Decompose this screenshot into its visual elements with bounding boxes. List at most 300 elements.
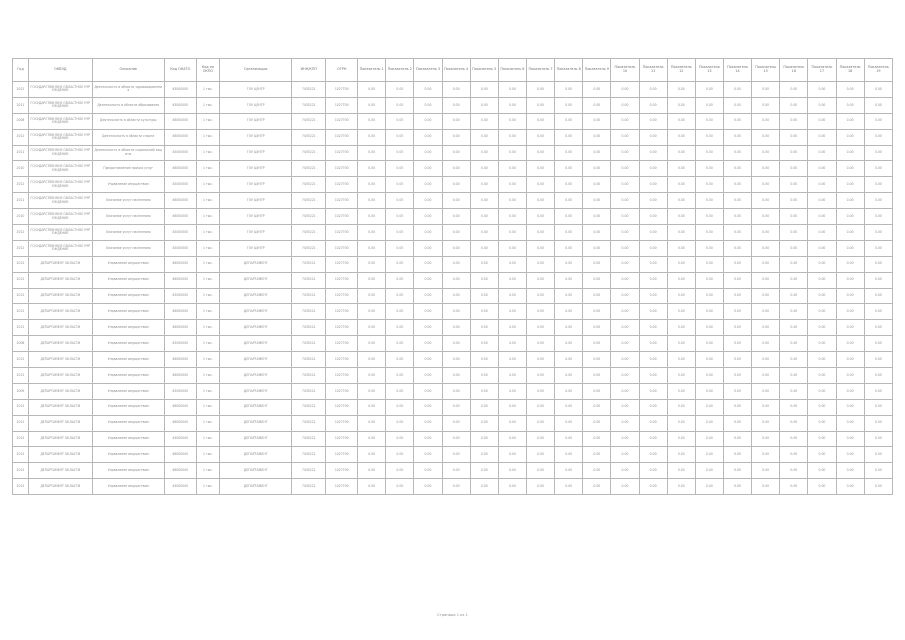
table-cell: 1027700 bbox=[326, 97, 358, 113]
table-cell: 0.00 bbox=[358, 145, 386, 161]
table-cell: 0.00 bbox=[442, 399, 470, 415]
table-cell: 0.00 bbox=[358, 129, 386, 145]
table-cell: 0.00 bbox=[695, 304, 723, 320]
column-header: Код по ОКПО bbox=[196, 59, 219, 82]
table-cell: Предоставление прочих услуг bbox=[92, 161, 164, 177]
table-cell: 46000000 bbox=[164, 113, 196, 129]
table-cell: 0.00 bbox=[555, 352, 583, 368]
table-cell: 0.00 bbox=[442, 256, 470, 272]
table-cell: 0.00 bbox=[639, 479, 667, 495]
table-cell: 7435221 bbox=[292, 272, 326, 288]
table-cell: 0.00 bbox=[836, 415, 864, 431]
table-cell: 1027700 bbox=[326, 368, 358, 384]
table-cell: ДЕПАРТАМЕНТ ОБЛАСТИ bbox=[28, 304, 92, 320]
table-cell: Оказание услуг населению bbox=[92, 240, 164, 256]
table-cell: 0.00 bbox=[836, 193, 864, 209]
table-cell: 0.00 bbox=[836, 463, 864, 479]
table-cell: 46000000 bbox=[164, 447, 196, 463]
table-cell: Управление имуществом bbox=[92, 272, 164, 288]
table-cell: 7435221 bbox=[292, 145, 326, 161]
table-cell: ДЕПАРТАМЕНТ bbox=[220, 463, 292, 479]
table-cell: 0.00 bbox=[723, 193, 751, 209]
table-cell: 0.00 bbox=[864, 288, 892, 304]
table-cell: 0.00 bbox=[526, 209, 554, 225]
table-cell: 0.00 bbox=[358, 447, 386, 463]
table-cell: 0.00 bbox=[498, 129, 526, 145]
table-cell: 0.00 bbox=[498, 415, 526, 431]
table-cell: 1027700 bbox=[326, 177, 358, 193]
table-cell: 2010 bbox=[13, 209, 29, 225]
table-cell: 46000000 bbox=[164, 320, 196, 336]
table-cell: 7435221 bbox=[292, 336, 326, 352]
table-cell: 0.00 bbox=[498, 97, 526, 113]
table-cell: 0.00 bbox=[498, 225, 526, 241]
table-cell: 0.00 bbox=[414, 113, 442, 129]
table-cell: 0.00 bbox=[442, 129, 470, 145]
table-cell: 0.00 bbox=[695, 399, 723, 415]
table-cell: 0.00 bbox=[836, 145, 864, 161]
table-cell: 0.00 bbox=[583, 209, 611, 225]
table-cell: ГОСУДАРСТВЕННОЕ ОБЛАСТНОЕ УЧРЕЖДЕНИЕ bbox=[28, 97, 92, 113]
table-cell: 0.00 bbox=[667, 272, 695, 288]
table-cell: 0.00 bbox=[864, 129, 892, 145]
table-cell: 0.00 bbox=[639, 304, 667, 320]
table-cell: 0.00 bbox=[667, 336, 695, 352]
table-cell: 0.00 bbox=[808, 463, 836, 479]
table-row bbox=[13, 320, 893, 336]
table-cell: 0.00 bbox=[780, 447, 808, 463]
table-cell: 0.00 bbox=[808, 161, 836, 177]
table-cell: 0.00 bbox=[752, 193, 780, 209]
table-cell: 0.00 bbox=[864, 272, 892, 288]
table-cell: 0.00 bbox=[780, 288, 808, 304]
table-cell: 7435221 bbox=[292, 447, 326, 463]
table-cell: 7435221 bbox=[292, 463, 326, 479]
table-cell: ГОСУДАРСТВЕННОЕ ОБЛАСТНОЕ УЧРЕЖДЕНИЕ bbox=[28, 113, 92, 129]
table-cell: 0.00 bbox=[555, 177, 583, 193]
table-cell: 2012 bbox=[13, 479, 29, 495]
table-cell: 0.00 bbox=[667, 399, 695, 415]
table-cell: 7435221 bbox=[292, 97, 326, 113]
table-cell: ГОУ ЦЕНТР bbox=[220, 145, 292, 161]
table-cell: 0.00 bbox=[414, 304, 442, 320]
table-cell: 0.00 bbox=[358, 193, 386, 209]
table-cell: 1 тыс. bbox=[196, 399, 219, 415]
table-cell: 0.00 bbox=[358, 225, 386, 241]
table-cell: ГОСУДАРСТВЕННОЕ ОБЛАСТНОЕ УЧРЕЖДЕНИЕ bbox=[28, 209, 92, 225]
table-cell: ГОУ ЦЕНТР bbox=[220, 240, 292, 256]
table-cell: 0.00 bbox=[667, 256, 695, 272]
table-body bbox=[13, 82, 893, 495]
table-cell: 0.00 bbox=[358, 383, 386, 399]
table-cell: Управление имуществом bbox=[92, 368, 164, 384]
table-cell: 0.00 bbox=[555, 368, 583, 384]
header-row bbox=[13, 59, 893, 82]
table-cell: 0.00 bbox=[498, 113, 526, 129]
table-cell: 0.00 bbox=[611, 431, 639, 447]
table-cell: 0.00 bbox=[498, 193, 526, 209]
table-cell: 0.00 bbox=[442, 479, 470, 495]
table-cell: 0.00 bbox=[414, 463, 442, 479]
table-cell: 1027700 bbox=[326, 145, 358, 161]
table-cell: 46000000 bbox=[164, 415, 196, 431]
table-cell: ДЕПАРТАМЕНТ bbox=[220, 431, 292, 447]
table-cell: 0.00 bbox=[470, 383, 498, 399]
table-cell: 1 тыс. bbox=[196, 240, 219, 256]
table-cell: 1027700 bbox=[326, 463, 358, 479]
table-cell: 0.00 bbox=[470, 479, 498, 495]
table-cell: 0.00 bbox=[386, 368, 414, 384]
table-cell: ДЕПАРТАМЕНТ ОБЛАСТИ bbox=[28, 415, 92, 431]
table-cell: 0.00 bbox=[611, 336, 639, 352]
table-cell: 2012 bbox=[13, 240, 29, 256]
table-cell: 0.00 bbox=[808, 368, 836, 384]
table-cell: Деятельность в области образования bbox=[92, 97, 164, 113]
table-cell: 0.00 bbox=[695, 82, 723, 98]
table-cell: 7435221 bbox=[292, 161, 326, 177]
table-row bbox=[13, 447, 893, 463]
table-cell: Деятельность в области социальной защиты bbox=[92, 145, 164, 161]
table-cell: 1027700 bbox=[326, 225, 358, 241]
table-cell: 0.00 bbox=[386, 113, 414, 129]
column-header: Показатель 12 bbox=[667, 59, 695, 82]
table-cell: 2012 bbox=[13, 352, 29, 368]
table-cell: 0.00 bbox=[780, 129, 808, 145]
table-cell: 0.00 bbox=[470, 288, 498, 304]
table-cell: 0.00 bbox=[442, 320, 470, 336]
table-cell: 0.00 bbox=[752, 463, 780, 479]
table-cell: 0.00 bbox=[639, 161, 667, 177]
table-cell: 0.00 bbox=[611, 304, 639, 320]
table-cell: 1027700 bbox=[326, 193, 358, 209]
table-cell: 0.00 bbox=[470, 177, 498, 193]
table-cell: 7435221 bbox=[292, 304, 326, 320]
table-cell: 0.00 bbox=[780, 225, 808, 241]
table-cell: ДЕПАРТАМЕНТ bbox=[220, 304, 292, 320]
table-cell: 1027700 bbox=[326, 113, 358, 129]
table-cell: 0.00 bbox=[611, 256, 639, 272]
table-cell: 7435221 bbox=[292, 415, 326, 431]
table-cell: 0.00 bbox=[498, 479, 526, 495]
table-cell: 0.00 bbox=[358, 320, 386, 336]
table-cell: 0.00 bbox=[611, 352, 639, 368]
table-cell: 0.00 bbox=[695, 225, 723, 241]
table-cell: 1 тыс. bbox=[196, 479, 219, 495]
table-cell: 0.00 bbox=[555, 256, 583, 272]
table-cell: 0.00 bbox=[386, 447, 414, 463]
table-cell: 0.00 bbox=[358, 209, 386, 225]
table-cell: 0.00 bbox=[808, 82, 836, 98]
table-cell: 45000000 bbox=[164, 240, 196, 256]
table-cell: 0.00 bbox=[498, 209, 526, 225]
table-cell: 46000000 bbox=[164, 399, 196, 415]
table-cell: 0.00 bbox=[667, 209, 695, 225]
table-row bbox=[13, 145, 893, 161]
table-cell: 0.00 bbox=[667, 479, 695, 495]
column-header: Описание bbox=[92, 59, 164, 82]
table-cell: 2012 bbox=[13, 431, 29, 447]
table-cell: 1027700 bbox=[326, 256, 358, 272]
table-cell: 0.00 bbox=[752, 145, 780, 161]
table-cell: 0.00 bbox=[583, 129, 611, 145]
column-header: Показатель 5 bbox=[470, 59, 498, 82]
column-header: ОКВЭД bbox=[28, 59, 92, 82]
table-cell: 0.00 bbox=[695, 161, 723, 177]
table-cell: 2012 bbox=[13, 82, 29, 98]
table-cell: 0.00 bbox=[808, 193, 836, 209]
table-cell: 1027700 bbox=[326, 82, 358, 98]
table-cell: 1 тыс. bbox=[196, 145, 219, 161]
table-cell: 0.00 bbox=[752, 272, 780, 288]
table-cell: 1 тыс. bbox=[196, 320, 219, 336]
table-cell: 0.00 bbox=[526, 240, 554, 256]
table-cell: 45000000 bbox=[164, 145, 196, 161]
table-cell: ДЕПАРТАМЕНТ bbox=[220, 320, 292, 336]
table-cell: 0.00 bbox=[864, 415, 892, 431]
table-cell: 0.00 bbox=[864, 97, 892, 113]
table-cell: 0.00 bbox=[864, 145, 892, 161]
table-cell: 2012 bbox=[13, 304, 29, 320]
table-cell: 0.00 bbox=[386, 272, 414, 288]
table-cell: 0.00 bbox=[583, 240, 611, 256]
table-cell: ГОСУДАРСТВЕННОЕ ОБЛАСТНОЕ УЧРЕЖДЕНИЕ bbox=[28, 225, 92, 241]
table-cell: 1 тыс. bbox=[196, 447, 219, 463]
table-cell: 0.00 bbox=[639, 256, 667, 272]
table-cell: 0.00 bbox=[611, 240, 639, 256]
table-cell: 0.00 bbox=[864, 177, 892, 193]
table-cell: 0.00 bbox=[836, 272, 864, 288]
table-cell: 0.00 bbox=[555, 272, 583, 288]
table-cell: 0.00 bbox=[526, 368, 554, 384]
table-cell: 0.00 bbox=[836, 161, 864, 177]
table-cell: 0.00 bbox=[836, 82, 864, 98]
table-cell: 0.00 bbox=[470, 145, 498, 161]
table-cell: 2011 bbox=[13, 368, 29, 384]
table-cell: 0.00 bbox=[667, 161, 695, 177]
table-cell: 0.00 bbox=[583, 320, 611, 336]
table-cell: 0.00 bbox=[498, 272, 526, 288]
table-cell: 0.00 bbox=[386, 479, 414, 495]
table-cell: 46000000 bbox=[164, 352, 196, 368]
table-cell: 0.00 bbox=[639, 129, 667, 145]
table-cell: 2012 bbox=[13, 129, 29, 145]
table-cell: 1027700 bbox=[326, 320, 358, 336]
table-cell: 0.00 bbox=[780, 336, 808, 352]
table-cell: 1 тыс. bbox=[196, 431, 219, 447]
table-cell: 0.00 bbox=[470, 209, 498, 225]
table-cell: Управление имуществом bbox=[92, 447, 164, 463]
table-cell: 2011 bbox=[13, 145, 29, 161]
table-cell: 0.00 bbox=[836, 288, 864, 304]
table-cell: 0.00 bbox=[611, 415, 639, 431]
table-cell: 1 тыс. bbox=[196, 177, 219, 193]
table-cell: 0.00 bbox=[526, 415, 554, 431]
table-cell: Управление имуществом bbox=[92, 383, 164, 399]
table-cell: 0.00 bbox=[695, 383, 723, 399]
table-cell: 0.00 bbox=[583, 97, 611, 113]
table-cell: 0.00 bbox=[667, 383, 695, 399]
table-cell: 0.00 bbox=[442, 447, 470, 463]
table-cell: 0.00 bbox=[555, 209, 583, 225]
table-cell: 0.00 bbox=[780, 177, 808, 193]
table-cell: 0.00 bbox=[836, 399, 864, 415]
table-cell: 1027700 bbox=[326, 161, 358, 177]
table-cell: 1027700 bbox=[326, 304, 358, 320]
table-cell: 0.00 bbox=[639, 415, 667, 431]
table-cell: 0.00 bbox=[555, 82, 583, 98]
table-cell: 1 тыс. bbox=[196, 368, 219, 384]
table-cell: 0.00 bbox=[386, 288, 414, 304]
table-row bbox=[13, 288, 893, 304]
table-row bbox=[13, 82, 893, 98]
table-cell: 7435221 bbox=[292, 193, 326, 209]
table-cell: 0.00 bbox=[526, 113, 554, 129]
table-cell: 0.00 bbox=[414, 161, 442, 177]
table-cell: 0.00 bbox=[555, 479, 583, 495]
table-row bbox=[13, 336, 893, 352]
table-cell: 0.00 bbox=[414, 177, 442, 193]
table-cell: 0.00 bbox=[695, 129, 723, 145]
table-cell: 0.00 bbox=[808, 336, 836, 352]
table-cell: Управление имуществом bbox=[92, 399, 164, 415]
table-cell: 0.00 bbox=[639, 447, 667, 463]
table-cell: Управление имуществом bbox=[92, 415, 164, 431]
table-cell: 1 тыс. bbox=[196, 288, 219, 304]
table-cell: ГОСУДАРСТВЕННОЕ ОБЛАСТНОЕ УЧРЕЖДЕНИЕ bbox=[28, 161, 92, 177]
table-cell: 0.00 bbox=[639, 272, 667, 288]
table-cell: 0.00 bbox=[583, 431, 611, 447]
table-cell: 1 тыс. bbox=[196, 415, 219, 431]
table-cell: 0.00 bbox=[723, 145, 751, 161]
table-cell: 0.00 bbox=[442, 145, 470, 161]
column-header: Показатель 8 bbox=[555, 59, 583, 82]
table-cell: ДЕПАРТАМЕНТ bbox=[220, 399, 292, 415]
table-cell: 0.00 bbox=[611, 129, 639, 145]
table-cell: 0.00 bbox=[611, 82, 639, 98]
table-cell: 1 тыс. bbox=[196, 82, 219, 98]
table-cell: 0.00 bbox=[526, 97, 554, 113]
table-cell: 0.00 bbox=[470, 352, 498, 368]
column-header: Показатель 14 bbox=[723, 59, 751, 82]
table-cell: Деятельность в области культуры bbox=[92, 113, 164, 129]
table-cell: 0.00 bbox=[723, 288, 751, 304]
table-cell: 0.00 bbox=[780, 399, 808, 415]
table-cell: 0.00 bbox=[526, 336, 554, 352]
table-cell: 0.00 bbox=[836, 304, 864, 320]
table-cell: 7435221 bbox=[292, 82, 326, 98]
table-row bbox=[13, 161, 893, 177]
table-cell: 0.00 bbox=[358, 256, 386, 272]
table-cell: Деятельность в области здравоохранения bbox=[92, 82, 164, 98]
table-cell: 0.00 bbox=[667, 225, 695, 241]
table-row bbox=[13, 177, 893, 193]
table-cell: 0.00 bbox=[808, 145, 836, 161]
table-cell: 0.00 bbox=[864, 193, 892, 209]
table-cell: ГОСУДАРСТВЕННОЕ ОБЛАСТНОЕ УЧРЕЖДЕНИЕ bbox=[28, 193, 92, 209]
table-cell: 0.00 bbox=[864, 336, 892, 352]
table-cell: 0.00 bbox=[386, 463, 414, 479]
column-header: Год bbox=[13, 59, 29, 82]
column-header: Показатель 18 bbox=[836, 59, 864, 82]
table-cell: 0.00 bbox=[583, 161, 611, 177]
table-cell: 0.00 bbox=[498, 336, 526, 352]
table-cell: 0.00 bbox=[555, 383, 583, 399]
table-cell: 0.00 bbox=[695, 113, 723, 129]
table-cell: 0.00 bbox=[639, 383, 667, 399]
table-cell: ДЕПАРТАМЕНТ bbox=[220, 256, 292, 272]
table-cell: 45000000 bbox=[164, 82, 196, 98]
table-cell: 0.00 bbox=[442, 272, 470, 288]
table-cell: 0.00 bbox=[583, 272, 611, 288]
table-cell: ДЕПАРТАМЕНТ ОБЛАСТИ bbox=[28, 368, 92, 384]
table-cell: 0.00 bbox=[414, 240, 442, 256]
table-cell: 0.00 bbox=[470, 113, 498, 129]
table-cell: 45000000 bbox=[164, 288, 196, 304]
table-cell: 0.00 bbox=[386, 177, 414, 193]
table-cell: 0.00 bbox=[752, 97, 780, 113]
table-cell: 0.00 bbox=[780, 431, 808, 447]
table-cell: 0.00 bbox=[526, 320, 554, 336]
table-cell: 0.00 bbox=[555, 304, 583, 320]
table-cell: 0.00 bbox=[470, 463, 498, 479]
table-cell: ГОСУДАРСТВЕННОЕ ОБЛАСТНОЕ УЧРЕЖДЕНИЕ bbox=[28, 240, 92, 256]
table-cell: 0.00 bbox=[470, 431, 498, 447]
table-cell: 0.00 bbox=[526, 431, 554, 447]
table-cell: 0.00 bbox=[358, 368, 386, 384]
table-cell: 0.00 bbox=[864, 209, 892, 225]
table-cell: 0.00 bbox=[414, 272, 442, 288]
table-cell: 2008 bbox=[13, 113, 29, 129]
table-cell: 0.00 bbox=[695, 336, 723, 352]
table-cell: 7435221 bbox=[292, 177, 326, 193]
table-cell: 0.00 bbox=[470, 320, 498, 336]
table-cell: 0.00 bbox=[667, 288, 695, 304]
table-cell: 0.00 bbox=[667, 463, 695, 479]
table-cell: 0.00 bbox=[864, 352, 892, 368]
table-cell: 0.00 bbox=[667, 415, 695, 431]
table-cell: 0.00 bbox=[358, 479, 386, 495]
table-cell: 0.00 bbox=[808, 415, 836, 431]
table-cell: 0.00 bbox=[583, 113, 611, 129]
table-cell: 0.00 bbox=[442, 352, 470, 368]
table-cell: 0.00 bbox=[723, 129, 751, 145]
table-cell: 0.00 bbox=[583, 288, 611, 304]
table-cell: 0.00 bbox=[695, 145, 723, 161]
table-cell: 0.00 bbox=[667, 431, 695, 447]
table-cell: 1027700 bbox=[326, 272, 358, 288]
table-cell: 0.00 bbox=[498, 161, 526, 177]
table-cell: 0.00 bbox=[808, 225, 836, 241]
table-cell: 1 тыс. bbox=[196, 352, 219, 368]
table-cell: ДЕПАРТАМЕНТ ОБЛАСТИ bbox=[28, 272, 92, 288]
table-cell: 0.00 bbox=[639, 336, 667, 352]
table-cell: 0.00 bbox=[358, 415, 386, 431]
table-cell: 0.00 bbox=[414, 431, 442, 447]
table-cell: 0.00 bbox=[555, 431, 583, 447]
table-cell: 0.00 bbox=[358, 431, 386, 447]
table-cell: 0.00 bbox=[498, 320, 526, 336]
table-cell: 0.00 bbox=[864, 240, 892, 256]
table-row bbox=[13, 415, 893, 431]
table-cell: 7435221 bbox=[292, 129, 326, 145]
table-cell: 2011 bbox=[13, 193, 29, 209]
table-cell: 0.00 bbox=[780, 304, 808, 320]
table-cell: 0.00 bbox=[498, 431, 526, 447]
table-cell: 0.00 bbox=[498, 256, 526, 272]
table-cell: 0.00 bbox=[639, 177, 667, 193]
table-cell: 0.00 bbox=[555, 463, 583, 479]
table-cell: 0.00 bbox=[442, 415, 470, 431]
